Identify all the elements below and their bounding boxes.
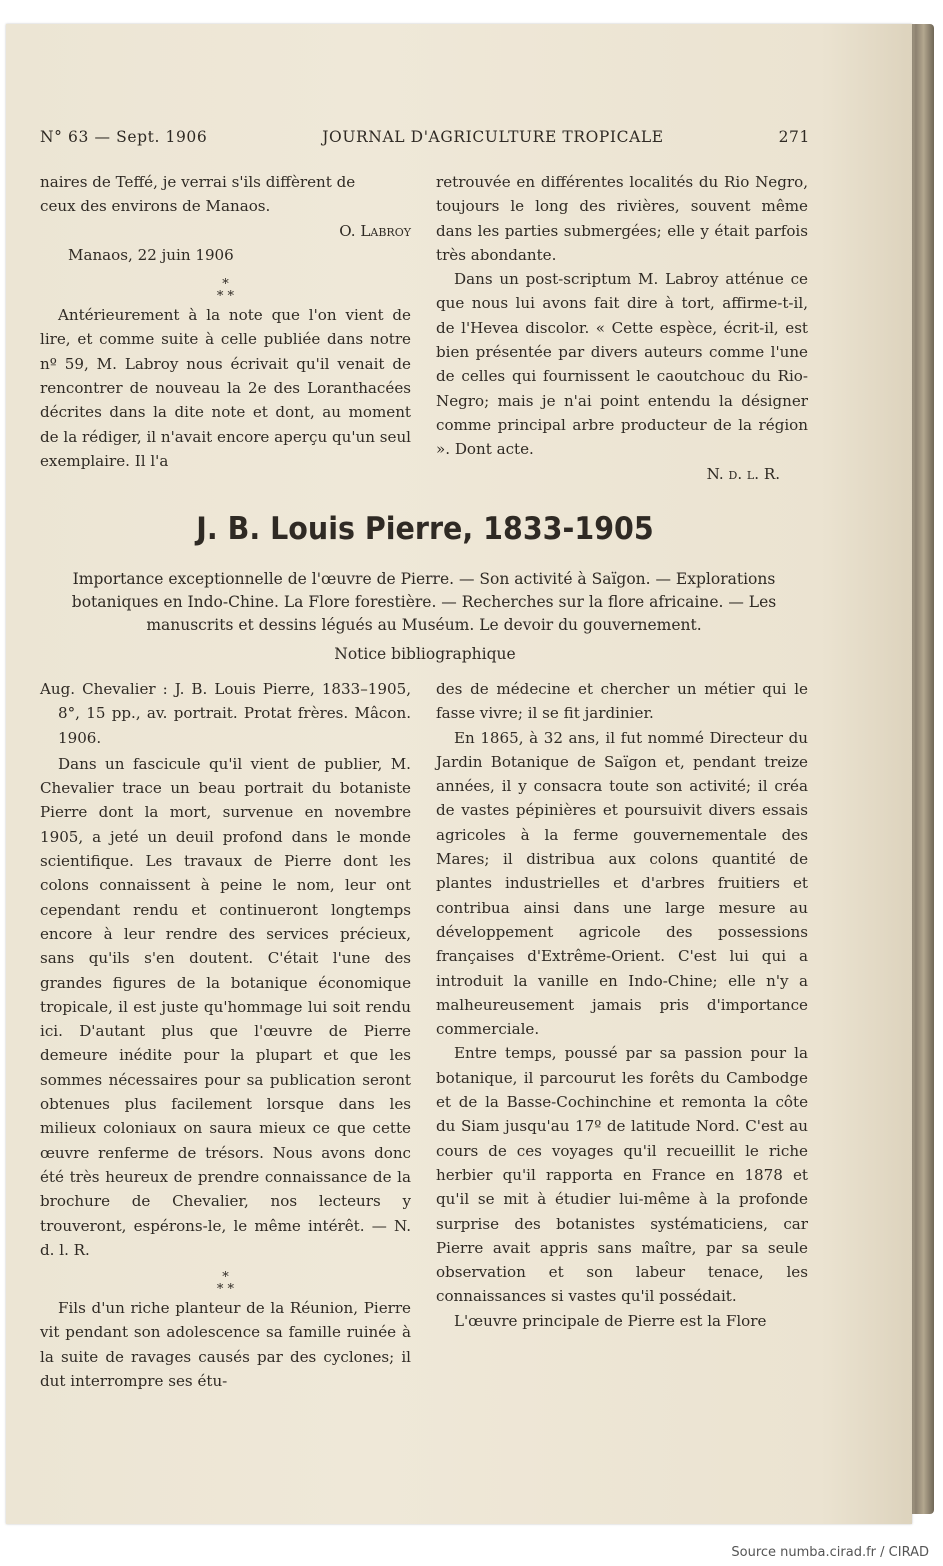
bottom-right-column: [436, 677, 808, 1333]
paragraph: retrouvée en différentes localités du Rio Negro, toujours le long des rivières, souvent même dans les parties submergées; elle y était parfois très abondante.: [436, 173, 808, 264]
paragraph: Dans un post-scriptum M. Labroy atténue ce que nous lui avons fait dire à tort, affirme-t-il, de l'Hevea discolor. « Cette espèce, écrit-il, est bien présentée par divers auteurs comme l'une de celles qui fournissent le caoutchouc du Rio-Negro; mais je n'ai point entendu la désigner comme principal arbre producteur de la région ». Dont acte.: [436, 270, 808, 459]
signature: O. Labroy: [339, 221, 411, 240]
page-number: 271: [778, 128, 810, 146]
issue-info: N° 63 — Sept. 1906: [40, 128, 208, 146]
citation: Aug. Chevalier : J. B. Louis Pierre, 1833–1905, 8°, 15 pp., av. portrait. Protat frères. Mâcon. 1906.: [40, 680, 411, 747]
article-title: J. B. Louis Pierre, 1833-1905: [196, 511, 654, 547]
paragraph: En 1865, à 32 ans, il fut nommé Directeur du Jardin Botanique de Saïgon et, pendant treize années, il y consacra toute son activité; il créa de vastes pépinières et poursuivit divers essais agricoles à la ferme gouvernementale des Mares; il distribua aux colons quantité de plantes industrielles et d'arbres fruitiers et contribua ainsi dans une large mesure au développement agricole des possessions françaises d'Extrême-Orient. C'est lui qui a introduit la vanille en Indo-Chine; elle n'y a malheureusement jamais pris d'importance commerciale.: [436, 728, 808, 1039]
article-subtitle: Importance exceptionnelle de l'œuvre de Pierre. — Son activité à Saïgon. — Explorations botaniques en Indo-Chine. La Flore forestière. — Recherches sur la flore africaine. — Les manuscrits et dessins légués au Muséum. Le devoir du gouvernement.: [71, 570, 777, 634]
signature: N. d. l. R.: [706, 464, 780, 483]
bottom-left-column: [40, 677, 411, 1393]
source-credit: Source numba.cirad.fr / CIRAD: [731, 1545, 929, 1560]
top-left-column: [40, 170, 411, 473]
text-line: ceux des environs de Manaos.: [40, 197, 271, 216]
section-stars: * * *: [216, 277, 235, 305]
top-right-column: [436, 170, 808, 486]
notice-heading: Notice bibliographique: [334, 645, 516, 663]
journal-title: JOURNAL D'AGRICULTURE TROPICALE: [322, 128, 664, 146]
paragraph: L'œuvre principale de Pierre est la Flore: [454, 1311, 767, 1330]
paragraph: Entre temps, poussé par sa passion pour la botanique, il parcourut les forêts du Cambodge et de la Basse-Cochinchine et remonta la côte du Siam jusqu'au 17º de latitude Nord. C'est au cours de ces voyages qu'il recueillit le riche herbier qu'il rapporta en France en 1878 et qu'il se mit à étudier lui-même à la profonde surprise des botanistes systématiciens, car Pierre avait appris sans maître, par sa seule observation et son labeur tenace, les connaissances si vastes qu'il possédait.: [436, 1044, 808, 1306]
running-header: [40, 128, 810, 146]
section-stars: * * *: [216, 1270, 235, 1298]
dateline: Manaos, 22 juin 1906: [68, 245, 234, 264]
paragraph: Antérieurement à la note que l'on vient de lire, et comme suite à celle publiée dans notre nº 59, M. Labroy nous écrivait qu'il venait de rencontrer de nouveau la 2e des Loranthacées décrites dans la dite note et dont, au moment de la rédiger, il n'avait encore aperçu qu'un seul exemplaire. Il l'a: [40, 306, 411, 470]
text-line: naires de Teffé, je verrai s'ils diffèrent de: [40, 173, 356, 191]
paragraph: Fils d'un riche planteur de la Réunion, Pierre vit pendant son adolescence sa famille ruinée à la suite de ravages causés par des cyclones; il dut interrompre ses étu-: [40, 1299, 411, 1391]
paragraph: des de médecine et chercher un métier qui le fasse vivre; il se fit jardinier.: [436, 680, 808, 723]
paragraph: Dans un fascicule qu'il vient de publier, M. Chevalier trace un beau portrait du botaniste Pierre dont la mort, survenue en novembre 1905, a jeté un deuil profond dans le monde scientifique. Les travaux de Pierre dont les colons connaissent à peine le nom, leur ont cependant rendu et continueront longtemps encore à leur rendre des services précieux, sans qu'ils s'en doutent. C'était l'une des grandes figures de la botanique économique tropicale, il est juste qu'hommage lui soit rendu ici. D'autant plus que l'œuvre de Pierre demeure inédite pour la plupart et que les sommes nécessaires pour sa publication seront obtenues plus facilement lorsque dans les milieux coloniaux on saura mieux ce que cette œuvre renferme de trésors. Nous avons donc été très heureux de prendre connaissance de la brochure de Chevalier, nos lecteurs y trouveront, espérons-le, le même intérêt. — N. d. l. R.: [40, 754, 411, 1259]
